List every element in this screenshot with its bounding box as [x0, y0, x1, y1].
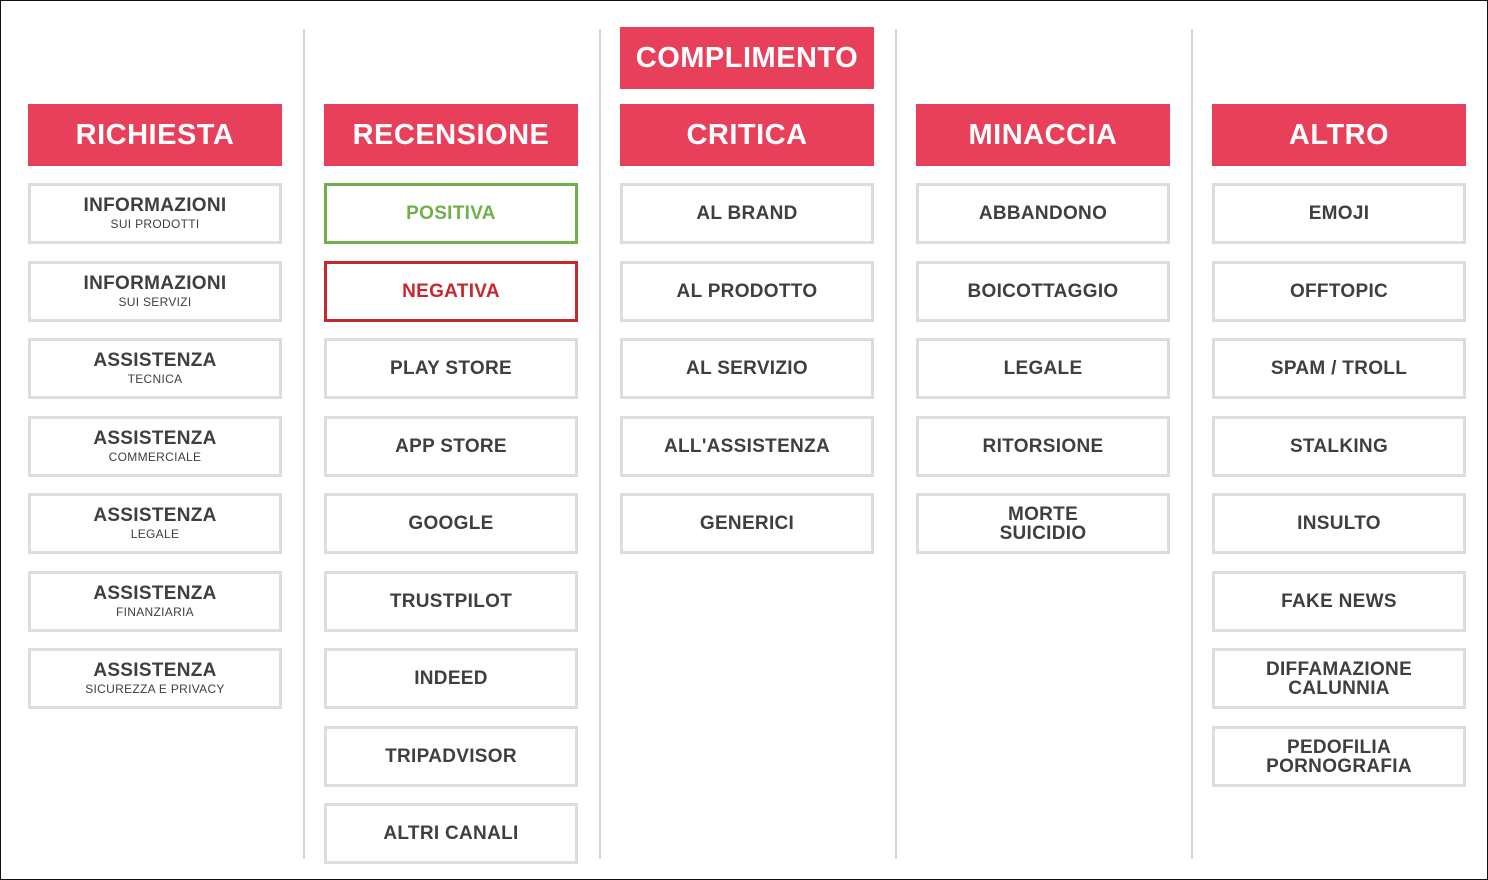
- box-sublabel: SUI SERVIZI: [118, 295, 192, 309]
- box-label: TRIPADVISOR: [385, 746, 517, 767]
- header-complimento: COMPLIMENTO: [620, 27, 874, 89]
- box-label: OFFTOPIC: [1289, 281, 1389, 302]
- category-box-recensione-altri-canali[interactable]: [324, 803, 578, 864]
- category-box-richiesta-assistenza-commerciale[interactable]: [28, 416, 282, 477]
- box-label: PLAY STORE: [390, 358, 512, 379]
- box-label: ALTRI CANALI: [383, 823, 519, 844]
- category-box-recensione-google[interactable]: [324, 493, 578, 554]
- box-label: ASSISTENZA: [93, 350, 217, 371]
- category-box-minaccia-ritorsione[interactable]: [916, 416, 1170, 477]
- category-box-recensione-positiva[interactable]: [324, 183, 578, 244]
- category-box-altro-diffamazione-calunnia[interactable]: [1212, 648, 1466, 709]
- box-label: INSULTO: [1297, 513, 1381, 534]
- column-divider: [895, 29, 897, 859]
- category-box-minaccia-morte-suicidio[interactable]: [916, 493, 1170, 554]
- category-box-altro-fake-news[interactable]: [1212, 571, 1466, 632]
- box-label: APP STORE: [395, 436, 507, 457]
- box-label: ASSISTENZA: [93, 505, 217, 526]
- category-box-critica-generici[interactable]: [620, 493, 874, 554]
- category-box-minaccia-legale[interactable]: [916, 338, 1170, 399]
- header-critica: CRITICA: [620, 104, 874, 166]
- box-label: MORTE: [1007, 503, 1079, 525]
- box-label: RITORSIONE: [982, 436, 1104, 457]
- column-divider: [599, 29, 601, 859]
- category-box-recensione-tripadvisor[interactable]: [324, 726, 578, 787]
- box-label: NEGATIVA: [402, 281, 500, 302]
- category-box-richiesta-assistenza-legale[interactable]: [28, 493, 282, 554]
- box-label-line2: CALUNNIA: [1288, 677, 1390, 699]
- category-box-altro-offtopic[interactable]: [1212, 261, 1466, 322]
- category-box-richiesta-assistenza-sicurezza-e-privacy[interactable]: [28, 648, 282, 709]
- box-label: AL BRAND: [696, 203, 798, 224]
- category-box-critica-al-brand[interactable]: [620, 183, 874, 244]
- column-divider: [1191, 29, 1193, 859]
- category-box-minaccia-boicottaggio[interactable]: [916, 261, 1170, 322]
- box-sublabel: SICUREZZA E PRIVACY: [85, 682, 225, 696]
- box-label: STALKING: [1289, 436, 1389, 457]
- box-label: EMOJI: [1308, 203, 1370, 224]
- category-box-recensione-play-store[interactable]: [324, 338, 578, 399]
- category-box-minaccia-abbandono[interactable]: [916, 183, 1170, 244]
- box-label: POSITIVA: [406, 203, 496, 224]
- header-recensione: RECENSIONE: [324, 104, 578, 166]
- category-box-altro-stalking[interactable]: [1212, 416, 1466, 477]
- box-label: PEDOFILIA: [1286, 736, 1392, 758]
- box-label: AL SERVIZIO: [686, 358, 808, 379]
- category-box-richiesta-informazioni-sui-prodotti[interactable]: [28, 183, 282, 244]
- category-box-recensione-negativa[interactable]: [324, 261, 578, 322]
- header-altro: ALTRO: [1212, 104, 1466, 166]
- box-label-line2: PORNOGRAFIA: [1266, 755, 1412, 777]
- box-sublabel: SUI PRODOTTI: [110, 217, 200, 231]
- box-label: ASSISTENZA: [93, 428, 217, 449]
- box-label: LEGALE: [1003, 358, 1083, 379]
- category-box-altro-insulto[interactable]: [1212, 493, 1466, 554]
- box-label-line2: SUICIDIO: [999, 522, 1087, 544]
- box-sublabel: LEGALE: [130, 527, 180, 541]
- box-label: BOICOTTAGGIO: [967, 281, 1119, 302]
- category-box-richiesta-assistenza-tecnica[interactable]: [28, 338, 282, 399]
- box-sublabel: TECNICA: [127, 372, 183, 386]
- category-box-recensione-app-store[interactable]: [324, 416, 578, 477]
- box-label: SPAM / TROLL: [1270, 358, 1408, 379]
- category-box-critica-al-prodotto[interactable]: [620, 261, 874, 322]
- box-sublabel: FINANZIARIA: [116, 605, 194, 619]
- box-label: DIFFAMAZIONE: [1265, 658, 1413, 680]
- box-label: INDEED: [414, 668, 488, 689]
- box-label: GOOGLE: [408, 513, 494, 534]
- category-box-recensione-indeed[interactable]: [324, 648, 578, 709]
- box-label: GENERICI: [699, 513, 795, 534]
- box-label: INFORMAZIONI: [83, 195, 227, 216]
- category-box-critica-all-assistenza[interactable]: [620, 416, 874, 477]
- category-box-richiesta-assistenza-finanziaria[interactable]: [28, 571, 282, 632]
- category-box-altro-pedofilia-pornografia[interactable]: [1212, 726, 1466, 787]
- box-label: ALL'ASSISTENZA: [664, 436, 830, 457]
- box-sublabel: COMMERCIALE: [108, 450, 202, 464]
- box-label: TRUSTPILOT: [389, 591, 513, 612]
- header-minaccia: MINACCIA: [916, 104, 1170, 166]
- box-label: FAKE NEWS: [1281, 591, 1397, 612]
- category-box-recensione-trustpilot[interactable]: [324, 571, 578, 632]
- box-label: AL PRODOTTO: [676, 281, 818, 302]
- header-richiesta: RICHIESTA: [28, 104, 282, 166]
- category-box-richiesta-informazioni-sui-servizi[interactable]: [28, 261, 282, 322]
- box-label: ABBANDONO: [978, 203, 1108, 224]
- box-label: ASSISTENZA: [93, 583, 217, 604]
- box-label: ASSISTENZA: [93, 660, 217, 681]
- category-box-critica-al-servizio[interactable]: [620, 338, 874, 399]
- column-divider: [303, 29, 305, 859]
- category-box-altro-emoji[interactable]: [1212, 183, 1466, 244]
- box-label: INFORMAZIONI: [83, 273, 227, 294]
- category-box-altro-spam-troll[interactable]: [1212, 338, 1466, 399]
